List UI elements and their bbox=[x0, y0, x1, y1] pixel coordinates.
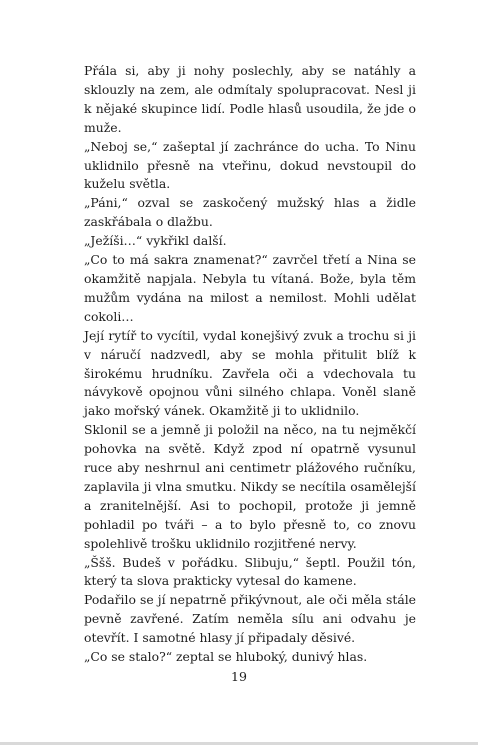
paragraph-7: Sklonil se a jemně ji položil na něco, na tu nejměkčí pohovka na světě. Když zpod ní opatrně vysunul ruce aby neshrnul ani centimetr plážového ručníku, zaplavila ji vlna smutku. Nikdy se necítila osamělejší a zranitelnější. Asi to pochopil, protože ji jemně pohladil po tváři – a to bylo přesně to, co znovu spolehlivě trošku uklidnilo rozjitřené nervy. bbox=[84, 422, 416, 551]
paragraph-8: „Ššš. Budeš v pořádku. Slibuju,“ šeptl. Použil tón, který ta slova prakticky vytesal do kamene. bbox=[84, 554, 416, 589]
paragraph-5: „Co to má sakra znamenat?“ zavrčel třetí a Nina se okamžitě napjala. Nebyla tu vítaná. Bože, byla těm mužům vydána na milost a nemilost. Mohli udělat cokoli… bbox=[84, 252, 416, 324]
paragraph-3: „Páni,“ ozval se zaskočený mužský hlas a židle zaskřábala o dlažbu. bbox=[84, 195, 416, 230]
paragraph-6: Její rytíř to vycítil, vydal konejšivý zvuk a trochu si ji v náručí nadzvedl, aby se mohla přitulit blíž k širokému hrudníku. Zavřela oči a vdechovala tu návykově opojnou vůni silného chlapa. Voněl slaně jako mořský vánek. Okamžitě ji to uklidnilo. bbox=[84, 327, 416, 419]
paragraph-9: Podařilo se jí nepatrně přikývnout, ale oči měla stále pevně zavřené. Zatím neměla sílu ani odvahu je otevřít. I samotné hlasy jí připadaly děsivé. bbox=[84, 592, 416, 646]
page-number: 19 bbox=[231, 669, 247, 684]
paragraph-4: „Ježíši…“ vykřikl další. bbox=[84, 233, 227, 249]
paragraph-2: „Neboj se,“ zašeptal jí zachránce do ucha. To Ninu uklidnilo přesně na vteřinu, dokud nevstoupil do kuželu světla. bbox=[84, 138, 416, 192]
paragraph-1: Přála si, aby ji nohy poslechly, aby se natáhly a sklouzly na zem, ale odmítaly spolupracovat. Nesl ji k nějaké skupince lidí. Podle hlasů usoudila, že jde o muže. bbox=[84, 63, 416, 135]
body-text bbox=[84, 62, 416, 667]
paragraph-10: „Co se stalo?“ zeptal se hluboký, dunivý hlas. bbox=[84, 649, 368, 665]
